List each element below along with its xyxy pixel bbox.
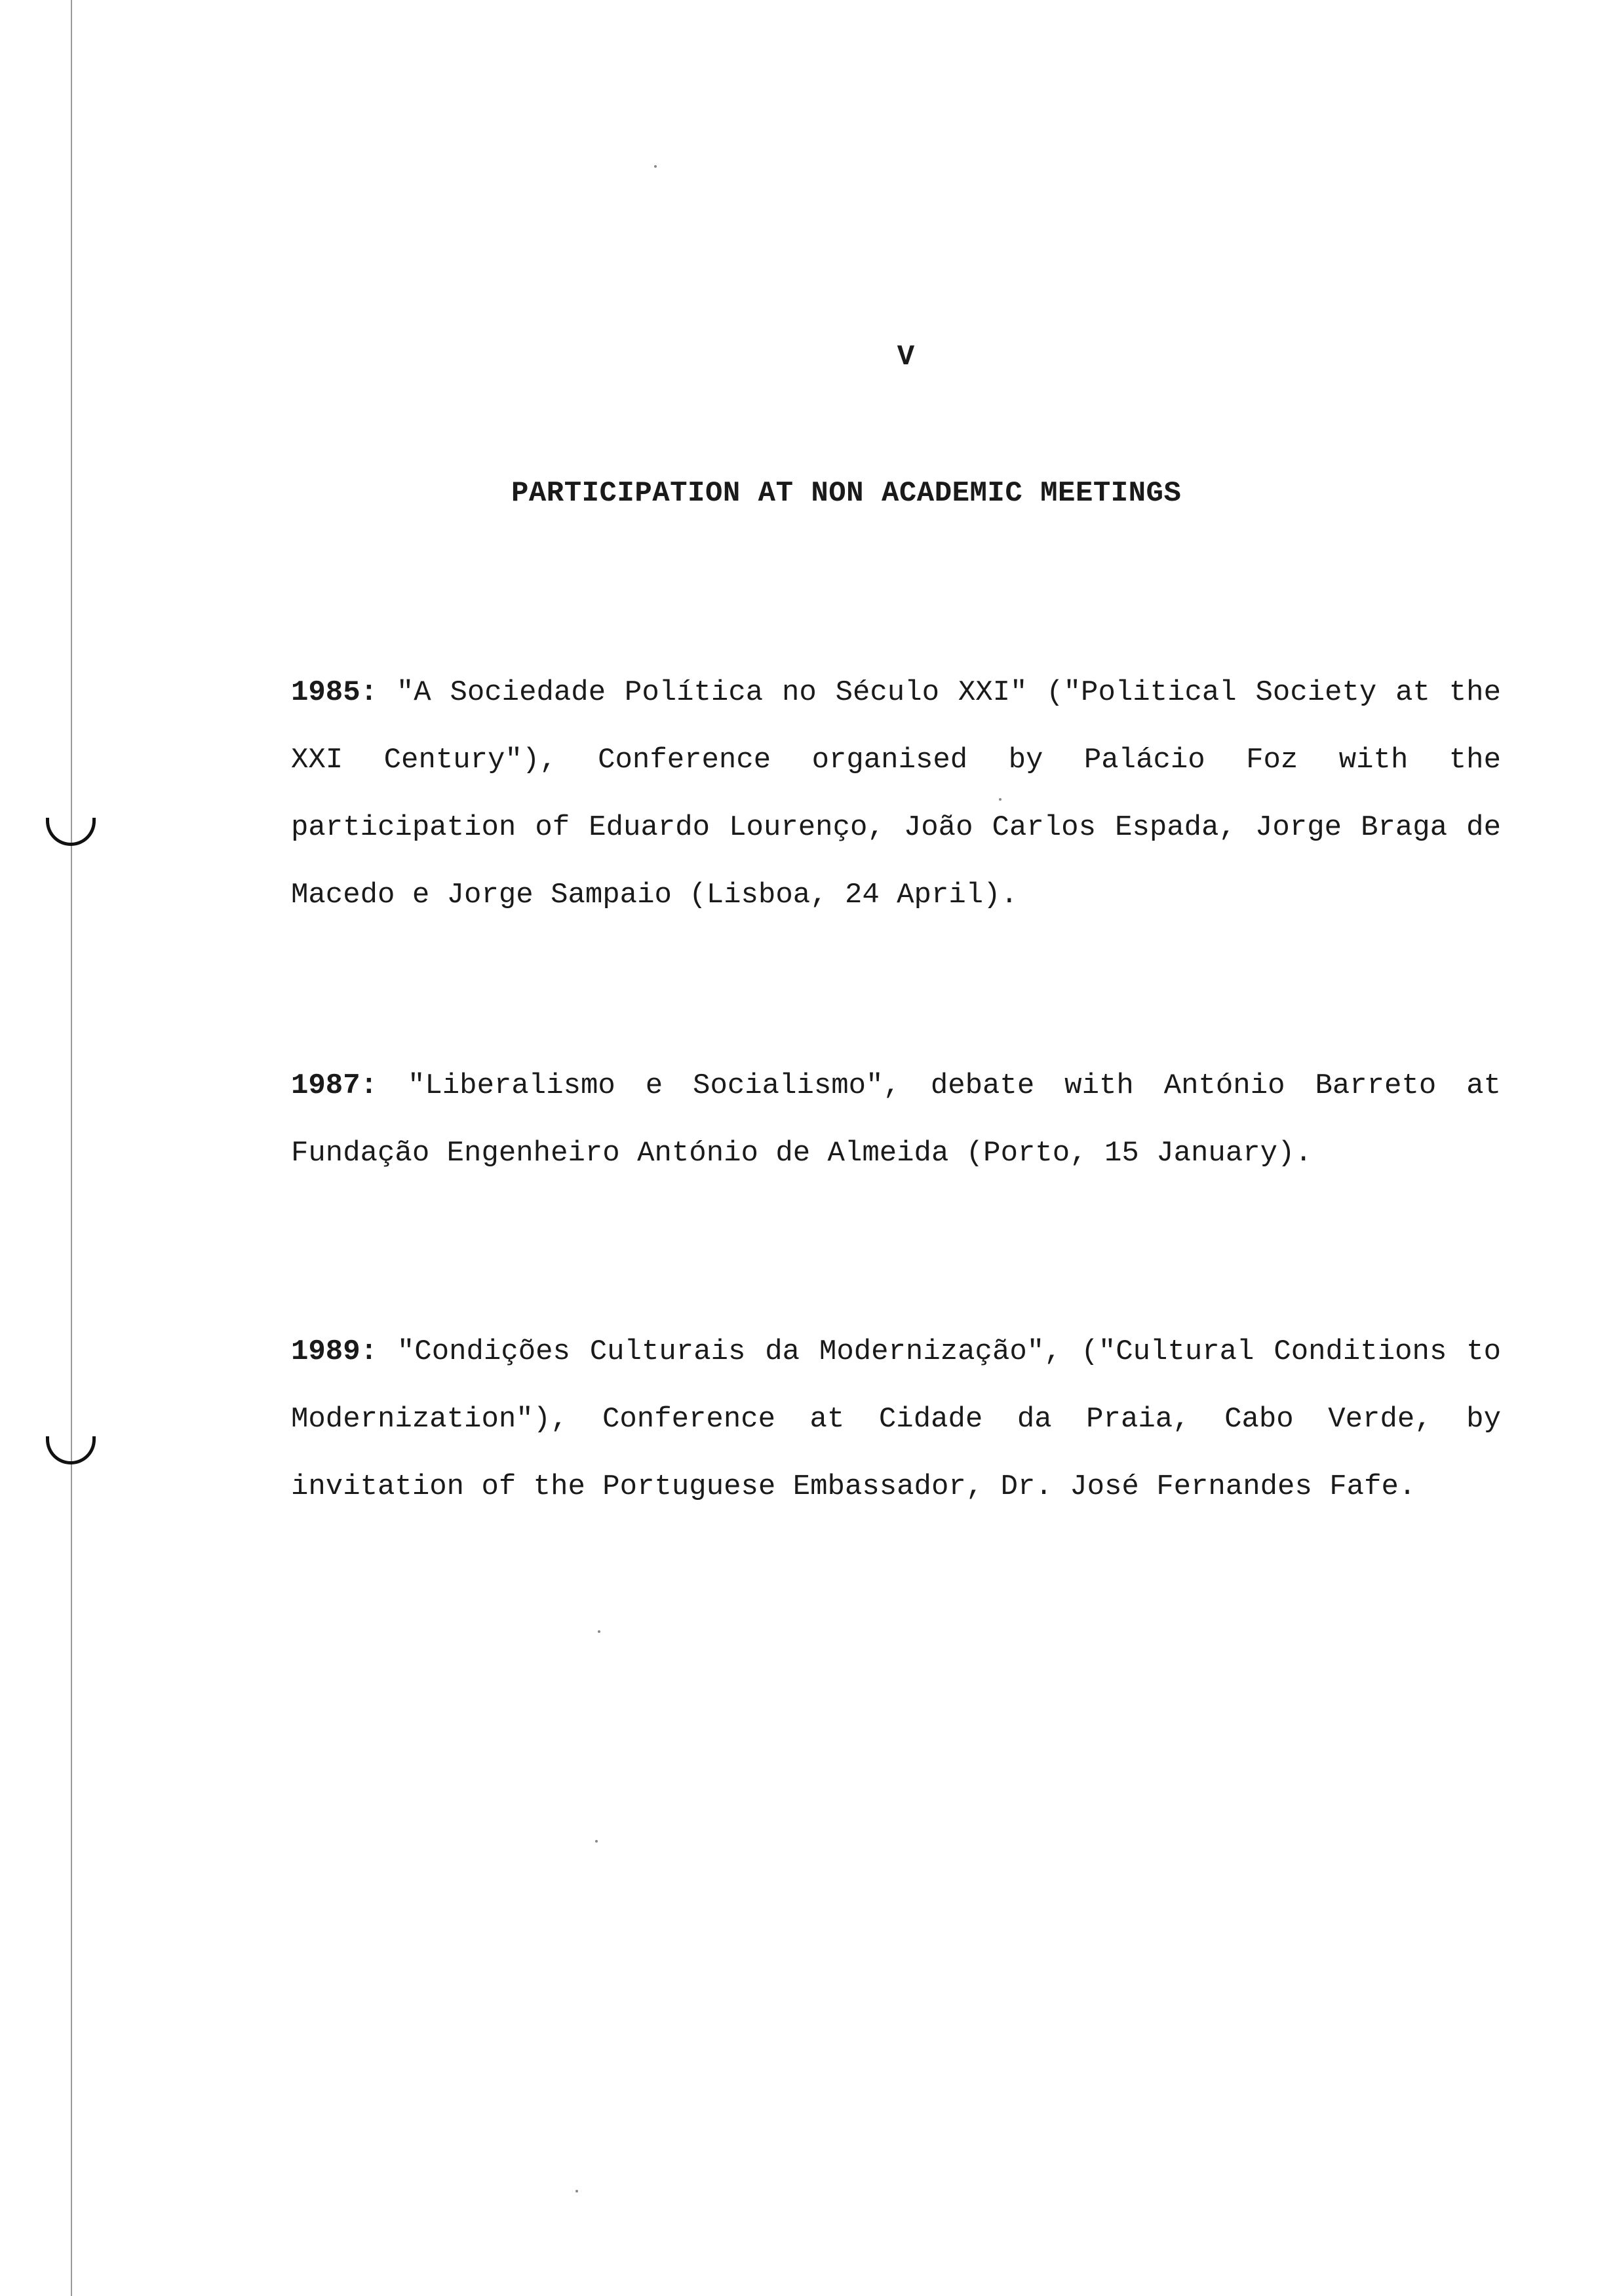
entry-1987 bbox=[291, 1052, 1501, 1187]
entry-year: 1989: bbox=[291, 1335, 378, 1368]
entry-year: 1985: bbox=[291, 676, 378, 709]
entry-year: 1987: bbox=[291, 1069, 378, 1102]
page-title: PARTICIPATION AT NON ACADEMIC MEETINGS bbox=[511, 477, 1182, 510]
section-number: V bbox=[897, 341, 915, 373]
scan-speck bbox=[654, 165, 657, 168]
entry-text: "Liberalismo e Socialismo", debate with António Barreto at Fundação Engenheiro António de Almeida (Porto, 15 January). bbox=[291, 1069, 1501, 1170]
scan-speck bbox=[595, 1840, 598, 1843]
entry-text: "A Sociedade Política no Século XXI" ("Political Society at the XXI Century"), Conference organised by Palácio Foz with the participation of Eduardo Lourenço, João Carlos Espada, Jorge Braga de Macedo e Jorge Sampaio (Lisboa, 24 April). bbox=[291, 676, 1501, 911]
entry-1985 bbox=[291, 659, 1501, 929]
binder-hole-mark bbox=[46, 1436, 96, 1464]
scan-speck bbox=[598, 1630, 600, 1633]
binder-hole-mark bbox=[46, 818, 96, 846]
scan-speck bbox=[575, 2190, 578, 2192]
entry-text: "Condições Culturais da Modernização", ("Cultural Conditions to Modernization"), Conference at Cidade da Praia, Cabo Verde, by invitation of the Portuguese Embassador, Dr. José Fernandes Fafe. bbox=[291, 1335, 1501, 1503]
entry-1989 bbox=[291, 1318, 1501, 1521]
